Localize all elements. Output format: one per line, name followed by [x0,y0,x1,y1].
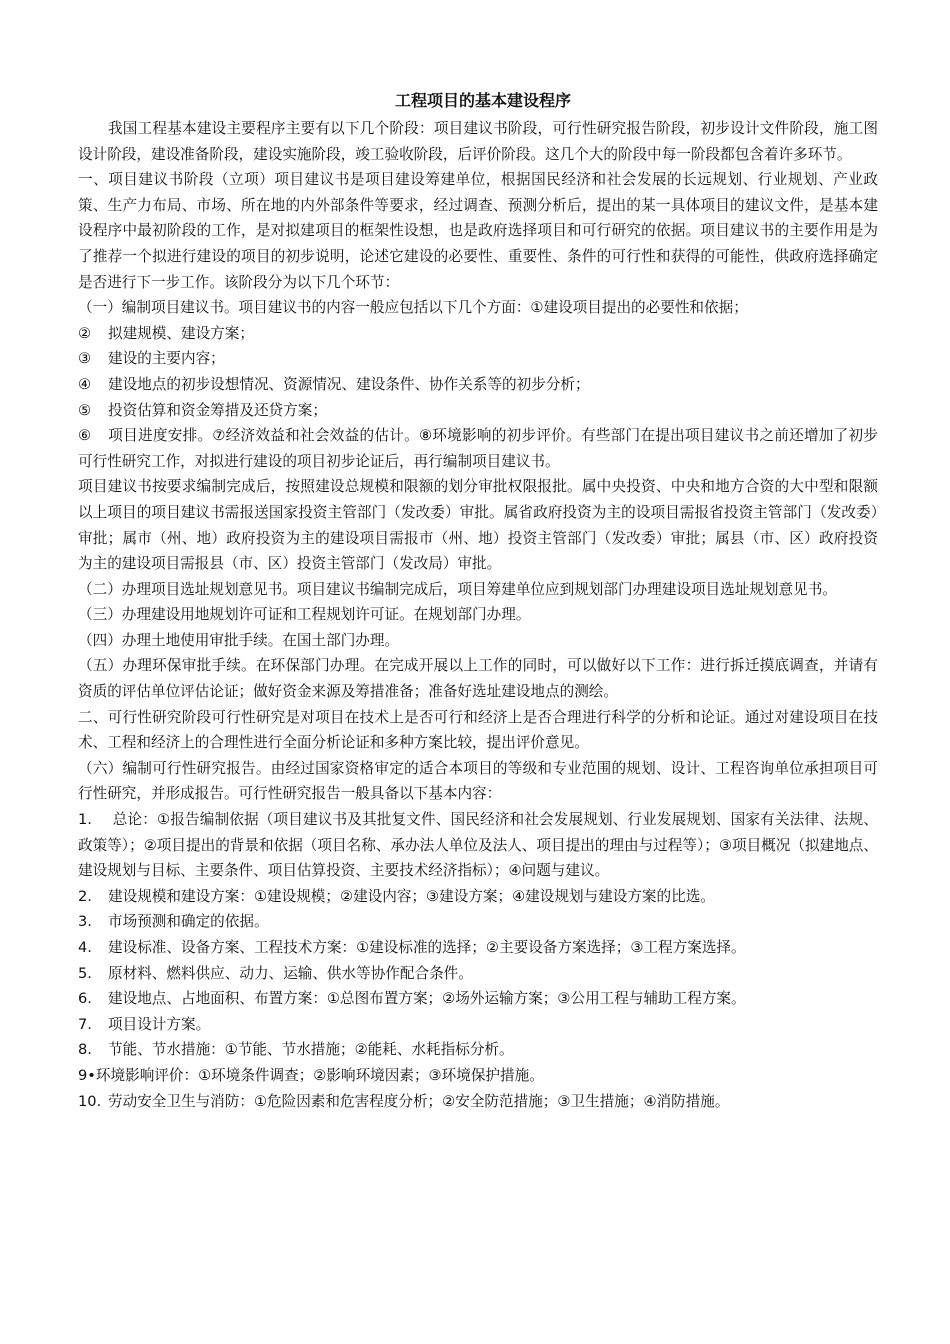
list-item: 3. 市场预测和确定的依据。 [78,913,269,931]
feasibility-content-list [78,807,878,1114]
list-item: ② 拟建规模、建设方案； [78,324,254,342]
step-6-paragraph: （六）编制可行性研究报告。由经过国家资格审定的适合本项目的等级和专业范围的规划、设计、工程咨询单位承担项目可行性研究，并形成报告。可行性研究报告一般具备以下基本内容： [78,759,878,803]
step-5-paragraph: （五）办理环保审批手续。在环保部门办理。在完成开展以上工作的同时，可以做好以下工作：进行拆迁摸底调查，并请有资质的评估单位评估论证；做好资金来源及筹措准备；准备好选址建设地点的测绘。 [78,657,878,701]
list-item: ⑥ 项目进度安排。⑦经济效益和社会效益的估计。⑧环境影响的初步评价。有些部门在提出项目建议书之前还增加了初步可行性研究工作，对拟进行建设的项目初步论证后，再行编制项目建议书。 [78,427,878,470]
proposal-content-list [78,321,878,475]
list-item: 8. 节能、节水措施：①节能、节水措施；②能耗、水耗指标分析。 [78,1041,514,1059]
section-1-paragraph: 一、项目建议书阶段（立项）项目建议书是项目建设筹建单位，根据国民经济和社会发展的长远规划、行业规划、产业政策、生产力布局、市场、所在地的内外部条件等要求，经过调查、预测分析后，提出的某一具体项目的建议文件，是基本建设程序中最初阶段的工作，是对拟建项目的框架性设想，也是政府选择项目和可行研究的依据。项目建议书的主要作用是为了推荐一个拟进行建设的项目的初步说明，论述它建设的必要性、重要性、条件的可行性和获得的可能性，供政府选择确定是否进行下一步工作。该阶段分为以下几个环节： [78,171,878,291]
step-4-paragraph: （四）办理土地使用审批手续。在国土部门办理。 [78,631,400,649]
list-item: 2. 建设规模和建设方案：①建设规模；②建设内容；③建设方案；④建设规划与建设方案的比选。 [78,887,715,905]
list-item: 6. 建设地点、占地面积、布置方案：①总图布置方案；②场外运输方案；③公用工程与辅助工程方案。 [78,990,746,1008]
step-3-paragraph: （三）办理建设用地规划许可证和工程规划许可证。在规划部门办理。 [78,606,531,624]
list-item: ③ 建设的主要内容； [78,350,225,368]
list-item: 10. 劳动安全卫生与消防：①危险因素和危害程度分析；②安全防范措施；③卫生措施；④消防措施。 [78,1092,730,1110]
list-item: 5. 原材料、燃料供应、动力、运输、供水等协作配合条件。 [78,964,473,982]
section-2-paragraph: 二、可行性研究阶段可行性研究是对项目在技术上是否可行和经济上是否合理进行科学的分析和论证。通过对建设项目在技术、工程和经济上的合理性进行全面分析论证和多种方案比较，提出评价意见。 [78,708,878,752]
list-item: ⑤ 投资估算和资金筹措及还贷方案； [78,401,327,419]
step-2-paragraph: （二）办理项目选址规划意见书。项目建议书编制完成后，项目筹建单位应到规划部门办理建设项目选址规划意见书。 [78,580,837,598]
list-item: 7. 项目设计方案。 [78,1015,211,1033]
document-title: 工程项目的基本建设程序 [394,91,571,110]
intro-paragraph: 我国工程基本建设主要程序主要有以下几个阶段：项目建议书阶段，可行性研究报告阶段，初步设计文件阶段，施工图设计阶段，建设准备阶段，建设实施阶段，竣工验收阶段，后评价阶段。这几个大的阶段中每一阶段都包含着许多环节。 [78,120,878,163]
list-item: 1. 总论：①报告编制依据（项目建议书及其批复文件、国民经济和社会发展规划、行业发展规划、国家有关法律、法规、政策等）；②项目提出的背景和依据（项目名称、承办法人单位及法人、项目提出的理由与过程等）；③项目概况（拟建地点、建设规划与目标、主要条件、项目估算投资、主要技术经济指标）；④问题与建议。 [78,811,878,880]
list-item: 4. 建设标准、设备方案、工程技术方案：①建设标准的选择；②主要设备方案选择；③工程方案选择。 [78,939,746,956]
approval-paragraph: 项目建议书按要求编制完成后，按照建设总规模和限额的划分审批权限报批。属中央投资、中央和地方合资的大中型和限额以上项目的项目建议书需报送国家投资主管部门（发改委）审批。属省政府投资为主的设项目需报省投资主管部门（发改委）审批；属市（州、地）政府投资为主的建设项目需报市（州、地）投资主管部门（发改委）审批；属县（市、区）政府投资为主的建设项目需报县（市、区）投资主管部门（发改局）审批。 [78,478,878,573]
step-1-paragraph: （一）编制项目建议书。项目建议书的内容一般应包括以下几个方面：①建设项目提出的必要性和依据； [78,299,748,317]
list-item: 9•环境影响评价：①环境条件调查；②影响环境因素；③环境保护措施。 [78,1066,544,1084]
list-item: ④ 建设地点的初步设想情况、资源情况、建设条件、协作关系等的初步分析； [78,375,590,393]
